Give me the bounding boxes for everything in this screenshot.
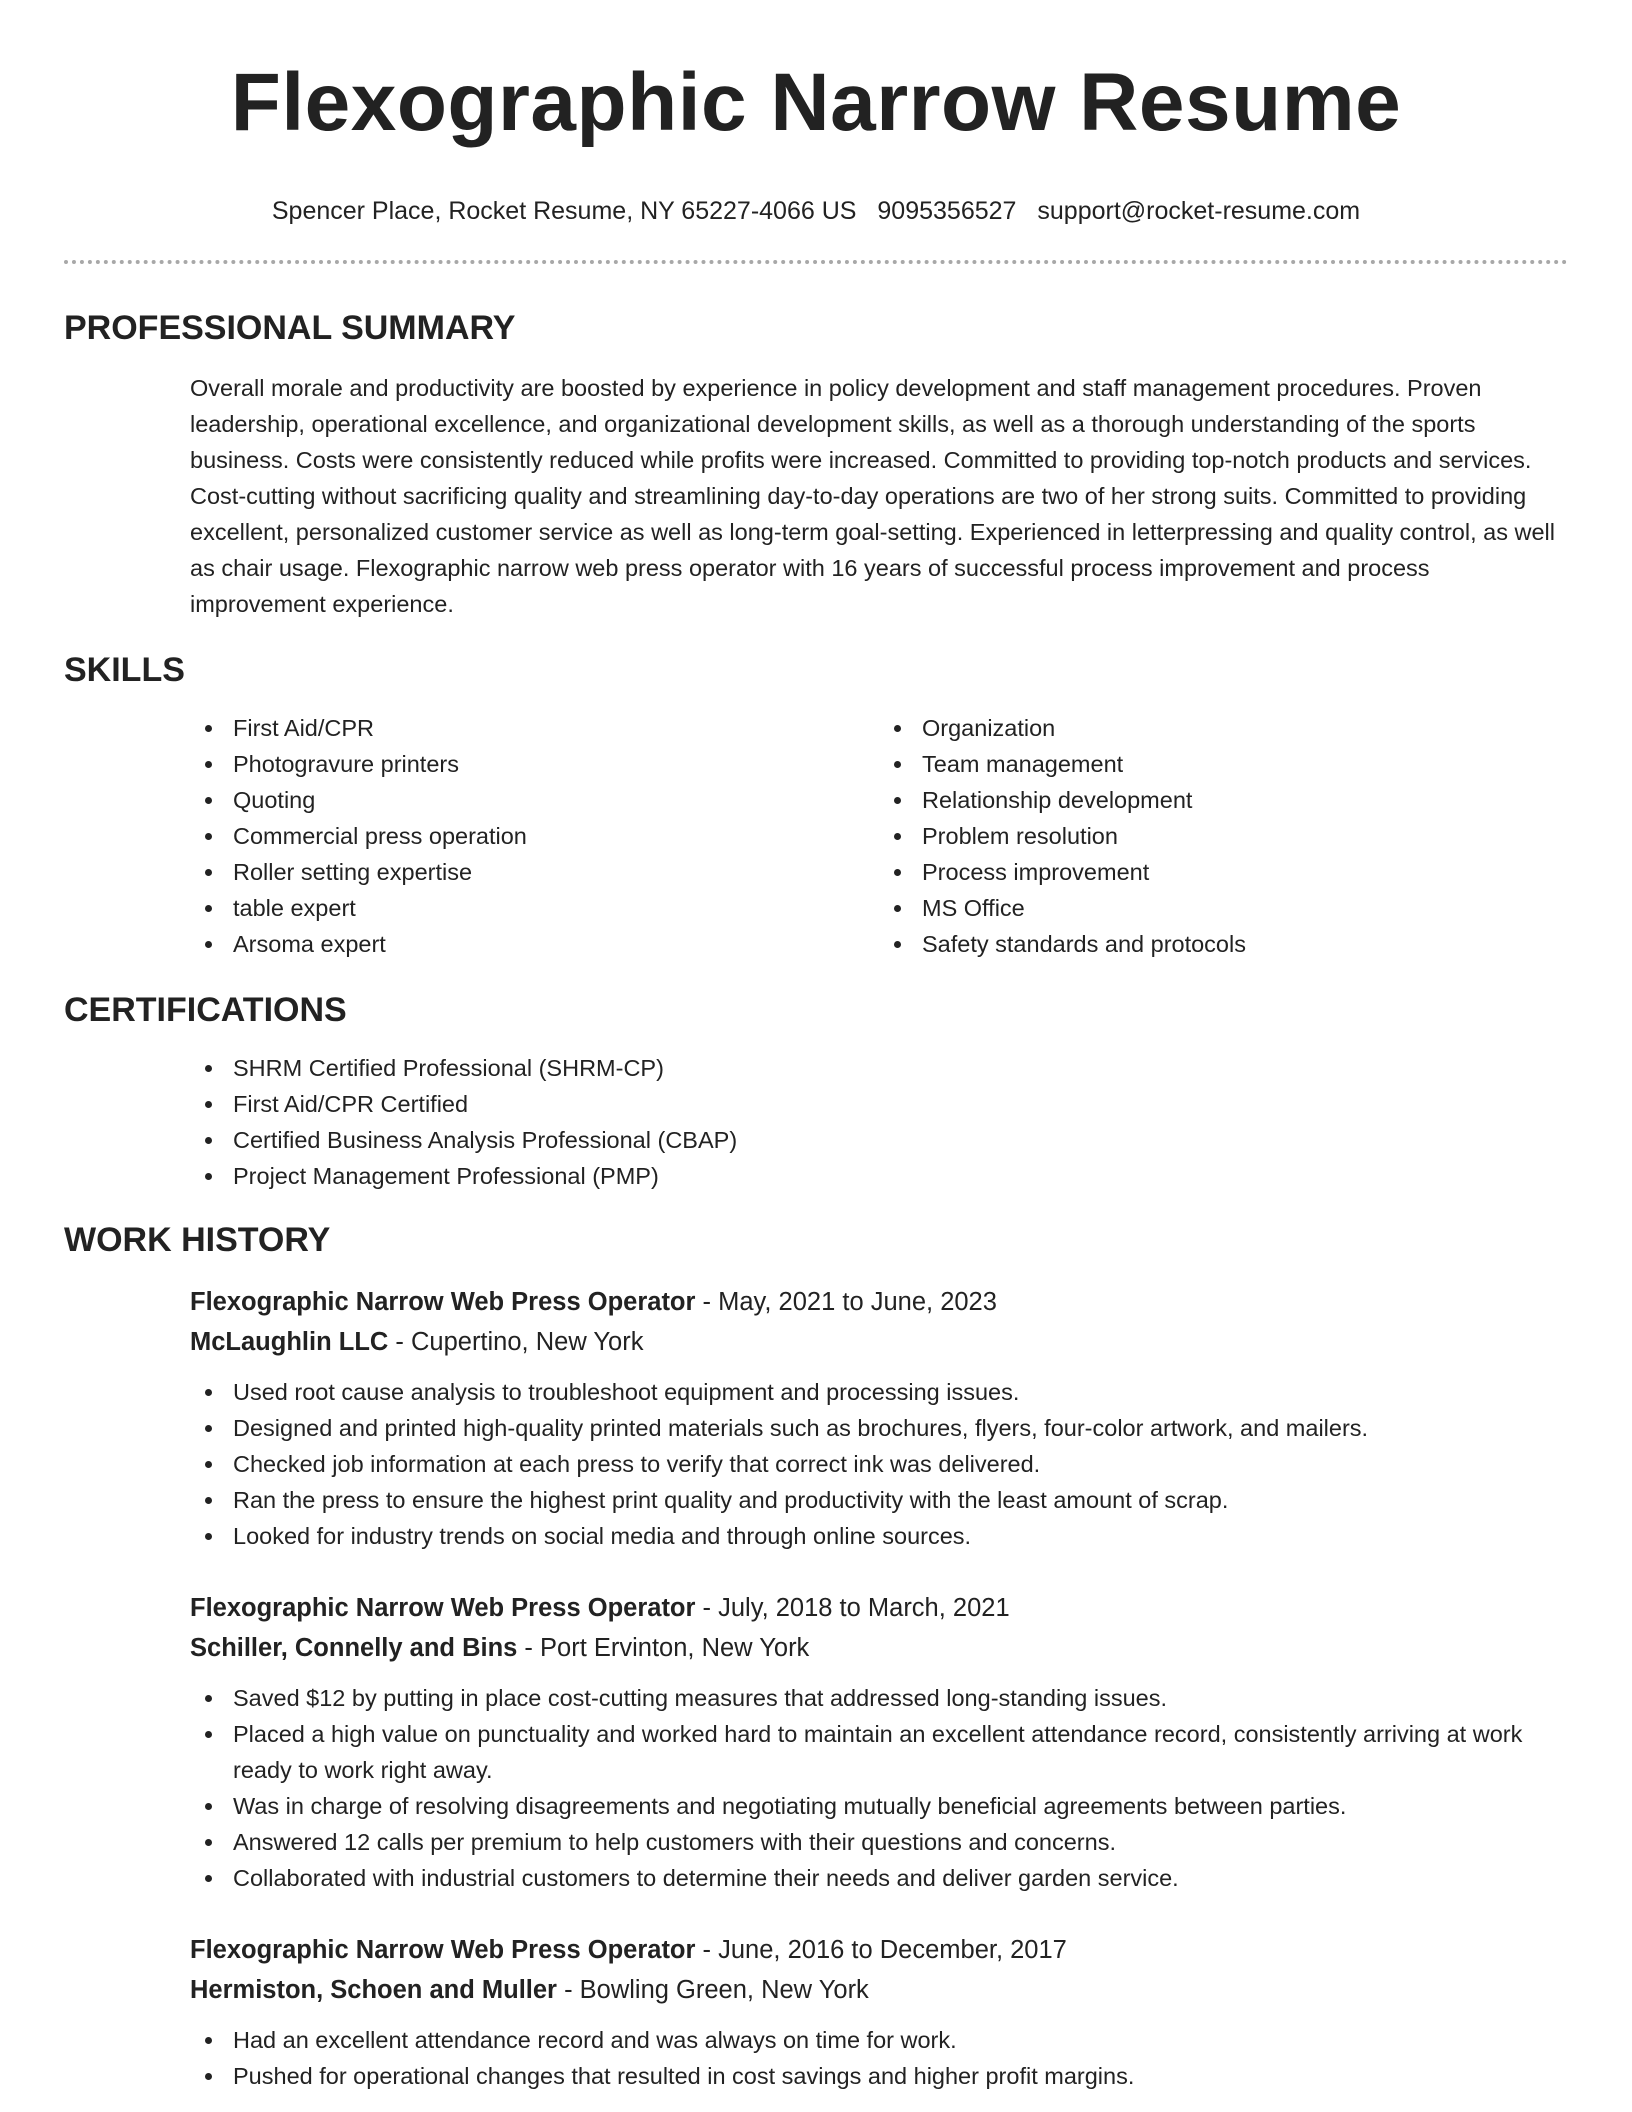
job-title-line: Flexographic Narrow Web Press Operator - July, 2018 to March, 2021 (190, 1594, 1010, 1622)
contact-address: Spencer Place, Rocket Resume, NY 65227-4066 US (271, 197, 857, 225)
skill-item: Quoting (233, 782, 879, 818)
certification-item: Certified Business Analysis Professional (CBAP) (233, 1122, 1568, 1158)
job-title-line: Flexographic Narrow Web Press Operator - May, 2021 to June, 2023 (190, 1288, 997, 1316)
job-location: Port Ervinton, New York (540, 1634, 810, 1662)
skills-heading: SKILLS (64, 651, 185, 689)
skill-item: Organization (922, 710, 1568, 746)
certification-item: First Aid/CPR Certified (233, 1086, 1568, 1122)
job-bullet: Checked job information at each press to verify that correct ink was delivered. (233, 1446, 1568, 1482)
job-company-line: McLaughlin LLC - Cupertino, New York (190, 1328, 644, 1356)
job-company: Hermiston, Schoen and Muller (190, 1976, 557, 2004)
job-role: Flexographic Narrow Web Press Operator (190, 1288, 696, 1316)
job-bullet: Ran the press to ensure the highest print quality and productivity with the least amount of scrap. (233, 1482, 1568, 1518)
summary-heading: PROFESSIONAL SUMMARY (64, 309, 516, 347)
skill-item: Commercial press operation (233, 818, 879, 854)
job-dates: May, 2021 to June, 2023 (718, 1288, 997, 1316)
contact-email: support@rocket-resume.com (1037, 197, 1361, 225)
skill-item: Process improvement (922, 854, 1568, 890)
job-title-line: Flexographic Narrow Web Press Operator - June, 2016 to December, 2017 (190, 1936, 1067, 1964)
job-company-line: Hermiston, Schoen and Muller - Bowling Green, New York (190, 1976, 869, 2004)
skill-item: Photogravure printers (233, 746, 879, 782)
job-bullet: Was in charge of resolving disagreements and negotiating mutually beneficial agreements between parties. (233, 1788, 1568, 1824)
job-bullet: Placed a high value on punctuality and worked hard to maintain an excellent attendance record, consistently arriving at work ready to work right away. (233, 1716, 1568, 1788)
skill-item: Team management (922, 746, 1568, 782)
job-company-line: Schiller, Connelly and Bins - Port Ervinton, New York (190, 1634, 810, 1662)
job-bullet: Saved $12 by putting in place cost-cutting measures that addressed long-standing issues. (233, 1680, 1568, 1716)
skill-item: table expert (233, 890, 879, 926)
skill-item: MS Office (922, 890, 1568, 926)
job-location: Bowling Green, New York (579, 1976, 869, 2004)
job-bullet: Answered 12 calls per premium to help customers with their questions and concerns. (233, 1824, 1568, 1860)
job-bullets (190, 2022, 1568, 2094)
skill-item: Roller setting expertise (233, 854, 879, 890)
job-dates: June, 2016 to December, 2017 (718, 1936, 1067, 1964)
certifications-items (190, 1050, 1568, 1194)
skill-item: First Aid/CPR (233, 710, 879, 746)
job-role: Flexographic Narrow Web Press Operator (190, 1594, 696, 1622)
job-bullet: Looked for industry trends on social media and through online sources. (233, 1518, 1568, 1554)
job-bullet: Collaborated with industrial customers to determine their needs and deliver garden service. (233, 1860, 1568, 1896)
header-divider (64, 260, 1568, 264)
job-company: McLaughlin LLC (190, 1328, 389, 1356)
work-history-heading: WORK HISTORY (64, 1221, 331, 1259)
certification-item: SHRM Certified Professional (SHRM-CP) (233, 1050, 1568, 1086)
skill-item: Safety standards and protocols (922, 926, 1568, 962)
job-dates: July, 2018 to March, 2021 (718, 1594, 1010, 1622)
skills-column-left (190, 710, 879, 962)
job-entry (190, 1588, 1568, 1896)
skills-list (190, 710, 1568, 962)
job-entry (190, 1930, 1568, 2094)
job-bullet: Used root cause analysis to troubleshoot equipment and processing issues. (233, 1374, 1568, 1410)
contact-line (0, 196, 1632, 226)
job-entry (190, 1282, 1568, 1554)
job-company: Schiller, Connelly and Bins (190, 1634, 518, 1662)
job-location: Cupertino, New York (410, 1328, 644, 1356)
skill-item: Arsoma expert (233, 926, 879, 962)
skill-item: Relationship development (922, 782, 1568, 818)
resume-header (0, 0, 1632, 226)
job-bullet: Designed and printed high-quality printed materials such as brochures, flyers, four-color artwork, and mailers. (233, 1410, 1568, 1446)
resume-title: Flexographic Narrow Resume (230, 57, 1402, 148)
job-bullets (190, 1374, 1568, 1554)
job-bullets (190, 1680, 1568, 1896)
certifications-list (190, 1050, 1568, 1194)
skill-item: Problem resolution (922, 818, 1568, 854)
contact-phone: 9095356527 (877, 197, 1017, 225)
skills-column-right (879, 710, 1568, 962)
job-bullet: Pushed for operational changes that resulted in cost savings and higher profit margins. (233, 2058, 1568, 2094)
summary-text: Overall morale and productivity are boosted by experience in policy development and staff management procedures. Proven leadership, operational excellence, and organizational development skills, as well as a thorough understanding of the sports business. Costs were consistently reduced while profits were increased. Committed to providing top-notch products and services. Cost-cutting without sacrificing quality and streamlining day-to-day operations are two of her strong suits. Committed to providing excellent, personalized customer service as well as long-term goal-setting. Experienced in letterpressing and quality control, as well as chair usage. Flexographic narrow web press operator with 16 years of successful process improvement and process improvement experience. (190, 375, 1555, 617)
certifications-heading: CERTIFICATIONS (64, 991, 347, 1029)
certification-item: Project Management Professional (PMP) (233, 1158, 1568, 1194)
job-bullet: Had an excellent attendance record and was always on time for work. (233, 2022, 1568, 2058)
job-role: Flexographic Narrow Web Press Operator (190, 1936, 696, 1964)
